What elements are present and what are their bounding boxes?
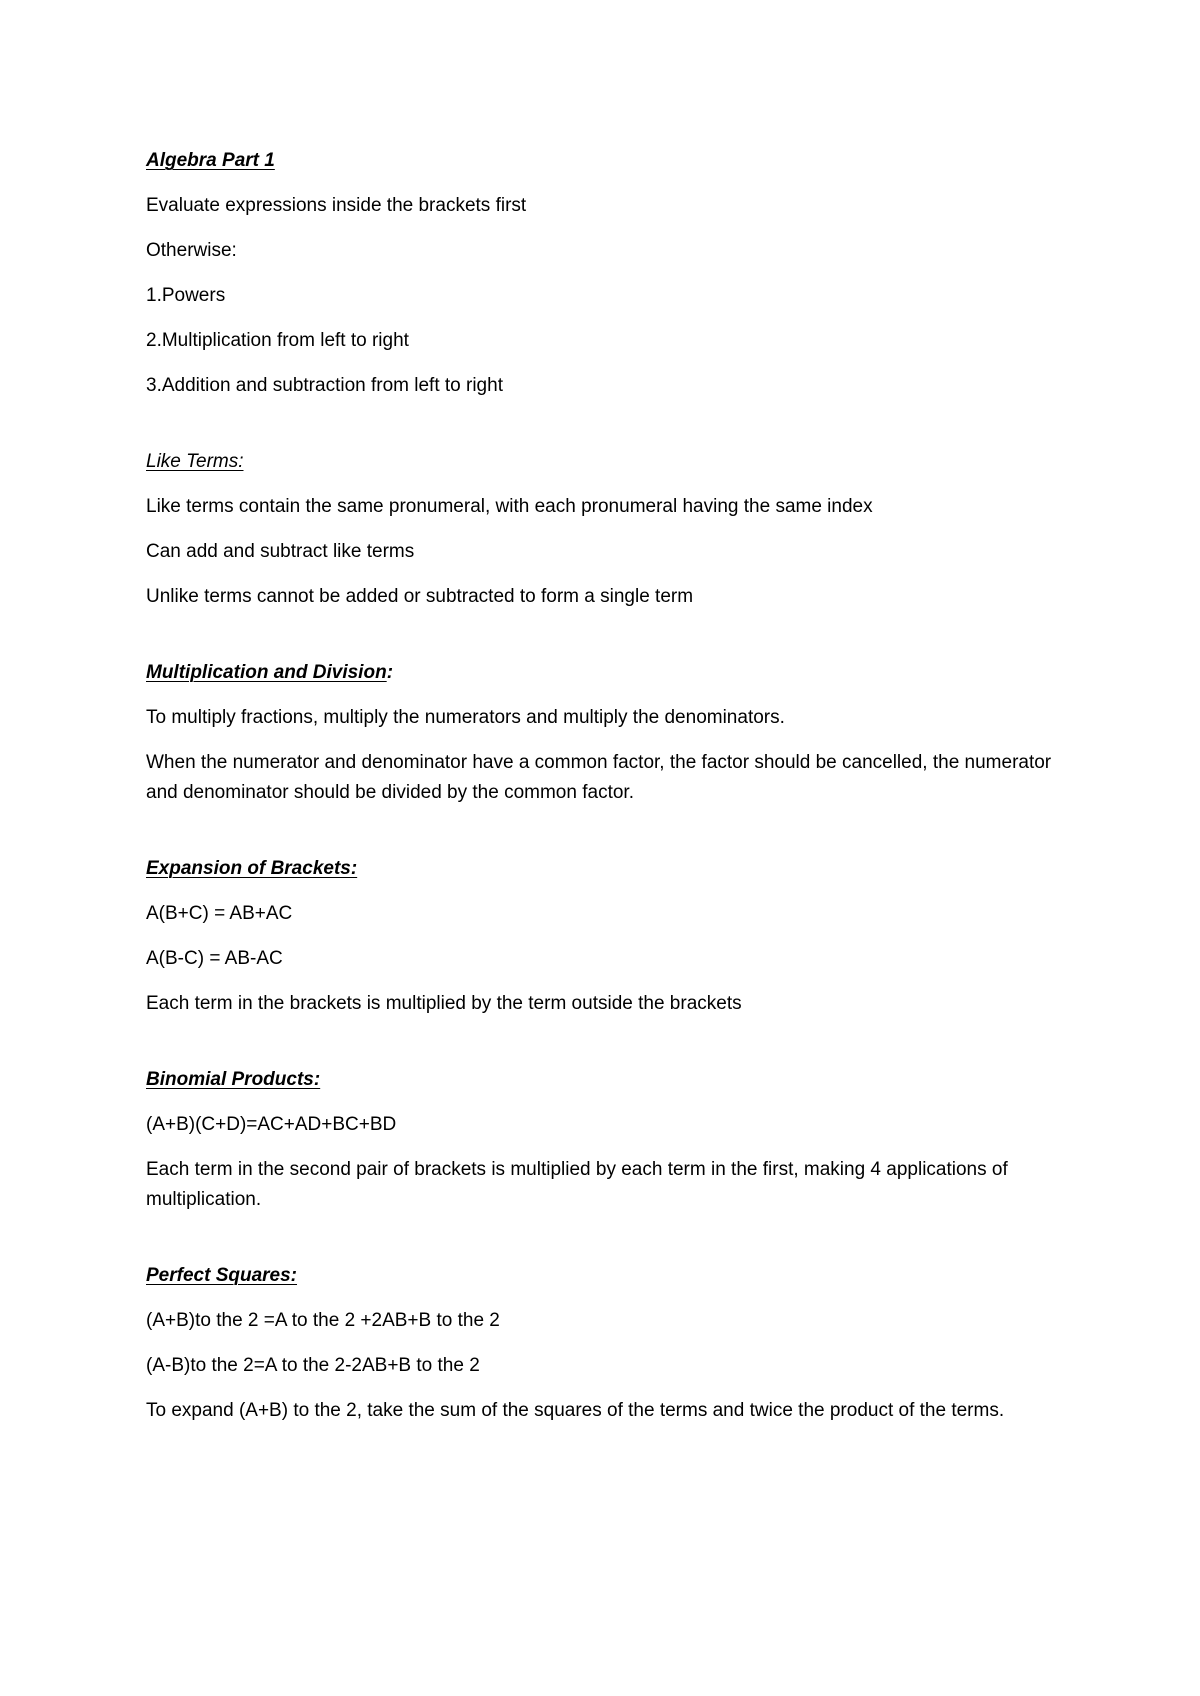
intro-line-1: Evaluate expressions inside the brackets first xyxy=(146,195,527,216)
like-terms-heading: Like Terms: xyxy=(146,451,244,472)
intro-line-3: 1.Powers xyxy=(146,285,226,306)
document-title: Algebra Part 1 xyxy=(146,150,275,171)
section-binomial-products xyxy=(146,1065,1066,1215)
section-multiplication-division xyxy=(146,658,1066,808)
multiplication-division-heading-text: Multiplication and Division xyxy=(146,662,387,683)
multiplication-division-line-1: To multiply fractions, multiply the numerators and multiply the denominators. xyxy=(146,707,785,728)
document-body xyxy=(146,146,1066,1441)
intro-line-2: Otherwise: xyxy=(146,240,237,261)
perfect-squares-line-1: (A+B)to the 2 =A to the 2 +2AB+B to the 2 xyxy=(146,1310,500,1331)
binomial-products-line-1: (A+B)(C+D)=AC+AD+BC+BD xyxy=(146,1114,397,1135)
section-like-terms xyxy=(146,447,1066,612)
perfect-squares-line-3: To expand (A+B) to the 2, take the sum of the squares of the terms and twice the product of the terms. xyxy=(146,1400,1005,1421)
binomial-products-heading: Binomial Products: xyxy=(146,1069,321,1090)
intro-line-4: 2.Multiplication from left to right xyxy=(146,330,409,351)
binomial-products-line-2: Each term in the second pair of brackets is multiplied by each term in the first, making 4 applications of multiplication. xyxy=(146,1159,1008,1210)
multiplication-division-heading xyxy=(146,658,1066,688)
section-perfect-squares xyxy=(146,1261,1066,1426)
like-terms-line-3: Unlike terms cannot be added or subtracted to form a single term xyxy=(146,586,694,607)
intro-line-5: 3.Addition and subtraction from left to right xyxy=(146,375,503,396)
expansion-brackets-line-1: A(B+C) = AB+AC xyxy=(146,903,293,924)
perfect-squares-heading: Perfect Squares: xyxy=(146,1265,298,1286)
multiplication-division-line-2: When the numerator and denominator have a common factor, the factor should be cancelled, the numerator and denominator should be divided by the common factor. xyxy=(146,752,1052,803)
perfect-squares-line-2: (A-B)to the 2=A to the 2-2AB+B to the 2 xyxy=(146,1355,480,1376)
expansion-brackets-line-3: Each term in the brackets is multiplied by the term outside the brackets xyxy=(146,993,742,1014)
multiplication-division-heading-colon: : xyxy=(386,662,394,683)
expansion-brackets-line-2: A(B-C) = AB-AC xyxy=(146,948,283,969)
like-terms-line-2: Can add and subtract like terms xyxy=(146,541,415,562)
expansion-brackets-heading: Expansion of Brackets: xyxy=(146,858,358,879)
section-expansion-brackets xyxy=(146,854,1066,1019)
like-terms-line-1: Like terms contain the same pronumeral, with each pronumeral having the same index xyxy=(146,496,873,517)
